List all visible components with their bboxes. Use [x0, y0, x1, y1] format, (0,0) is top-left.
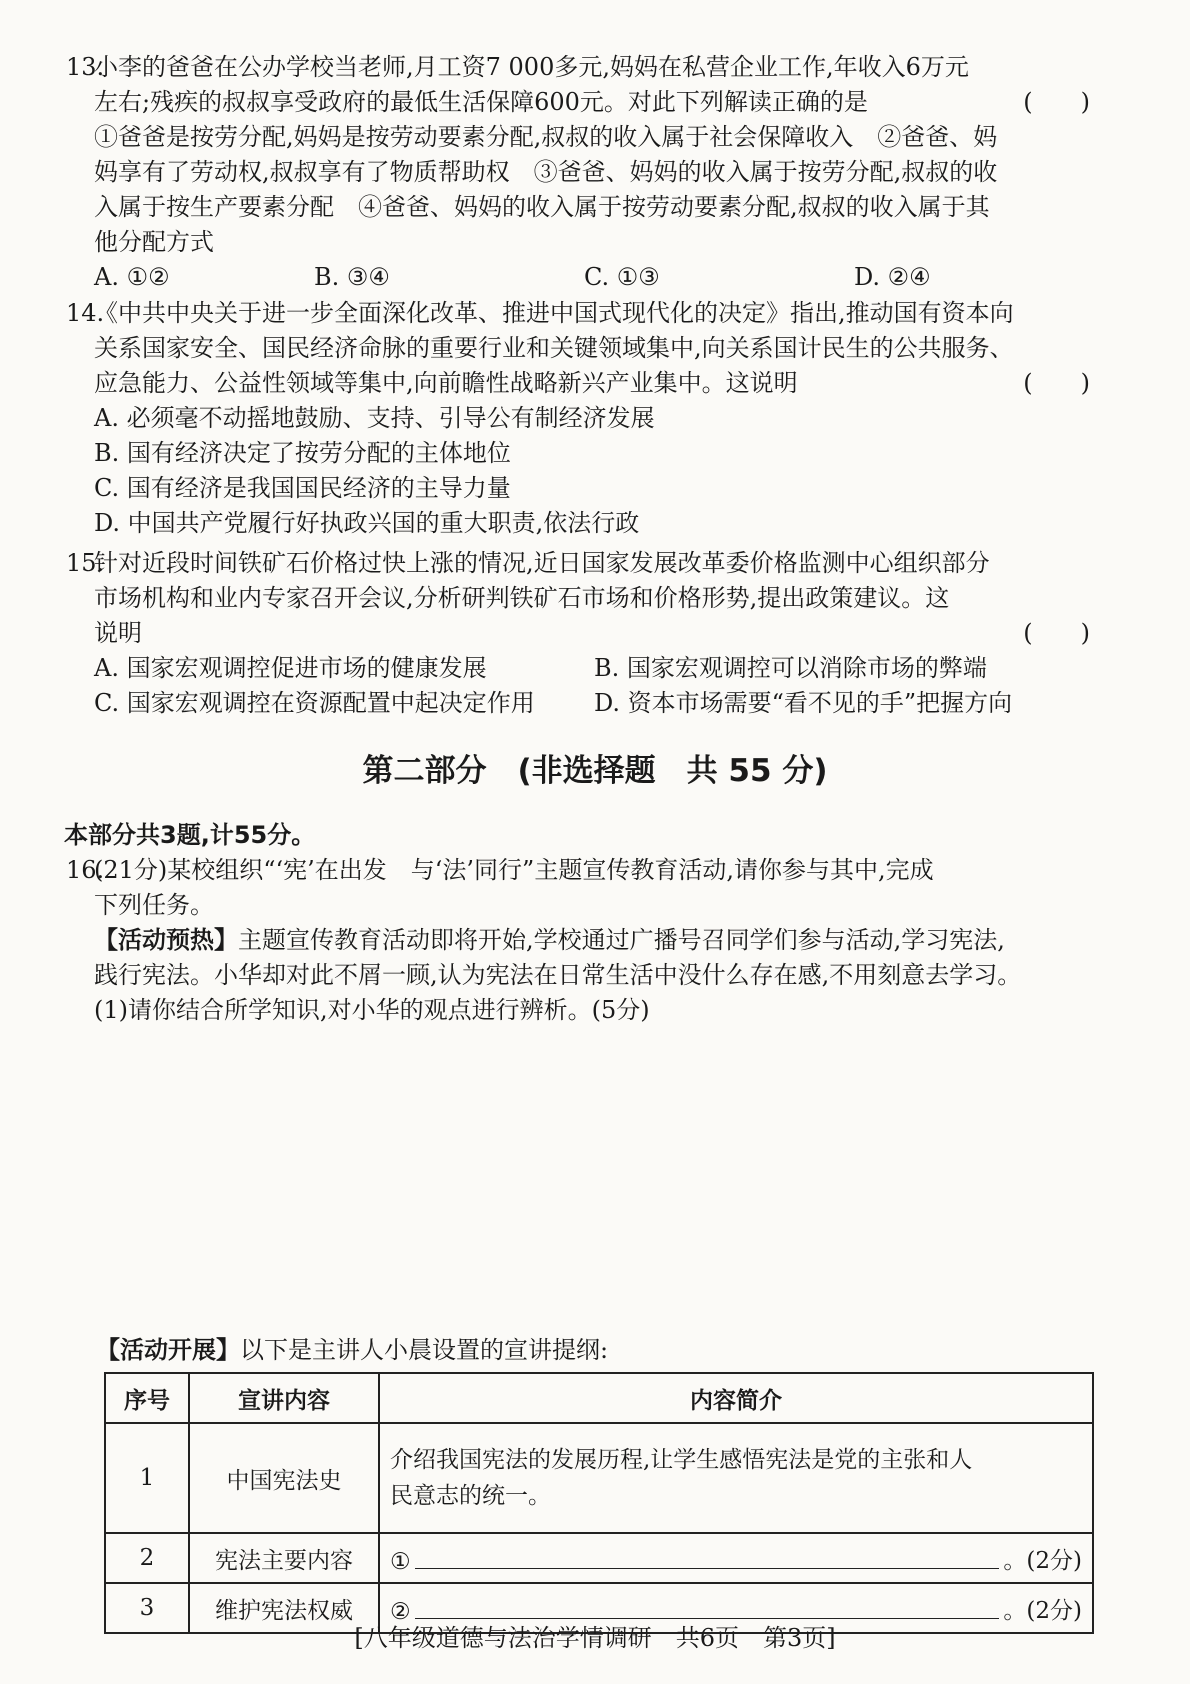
- answer-blank-2[interactable]: ② 。(2分): [379, 1583, 1093, 1633]
- q13-line: ①爸爸是按劳分配,妈妈是按劳动要素分配,叔叔的收入属于社会保障收入 ②爸爸、妈: [94, 123, 998, 151]
- option-c: C. ①③: [584, 263, 660, 291]
- q13-line: 左右;残疾的叔叔享受政府的最低生活保障600元。对此下列解读正确的是: [94, 88, 868, 116]
- col-header: 宣讲内容: [189, 1373, 379, 1423]
- q13-options: [94, 260, 1090, 295]
- col-header: 序号: [105, 1373, 189, 1423]
- q14-line: 应急能力、公益性领域等集中,向前瞻性战略新兴产业集中。这说明: [94, 369, 798, 397]
- activity-develop: [96, 1333, 1090, 1368]
- col-header: 内容简介: [379, 1373, 1093, 1423]
- table-row: [105, 1533, 1093, 1583]
- warmup-text: 践行宪法。小华却对此不屑一顾,认为宪法在日常生活中没什么存在感,不用刻意去学习。: [94, 961, 1022, 989]
- activity-develop-text: 以下是主讲人小晨设置的宣讲提纲:: [240, 1336, 609, 1364]
- option-c: C. 国有经济是我国国民经济的主导力量: [94, 474, 511, 502]
- table-row: [105, 1423, 1093, 1533]
- option-a: A. 必须毫不动摇地鼓励、支持、引导公有制经济发展: [94, 404, 655, 432]
- q13-line: 小李的爸爸在公办学校当老师,月工资7 000多元,妈妈在私营企业工作,年收入6万元: [94, 53, 969, 81]
- activity-develop-label: 【活动开展】: [96, 1336, 240, 1364]
- question-13: [66, 50, 1090, 295]
- answer-bracket: ( ): [1023, 369, 1090, 397]
- row-topic: 中国宪法史: [189, 1423, 379, 1533]
- row-topic: 宪法主要内容: [189, 1533, 379, 1583]
- q13-line: 他分配方式: [94, 228, 214, 256]
- outline-table: [104, 1372, 1094, 1634]
- option-b: B. ③④: [314, 263, 390, 291]
- option-d: D. 资本市场需要“看不见的手”把握方向: [594, 689, 1013, 717]
- q15-line: 说明: [94, 619, 142, 647]
- q15-line: 针对近段时间铁矿石价格过快上涨的情况,近日国家发展改革委价格监测中心组织部分: [94, 549, 990, 577]
- option-a: A. ①②: [94, 263, 170, 291]
- q13-number: 13.: [66, 53, 105, 81]
- answer-bracket: ( ): [1023, 88, 1090, 116]
- option-a: A. 国家宏观调控促进市场的健康发展: [94, 654, 487, 682]
- q14-line: 《中共中央关于进一步全面深化改革、推进中国式现代化的决定》指出,推动国有资本向: [94, 299, 1014, 327]
- answer-blank-1[interactable]: ① 。(2分): [379, 1533, 1093, 1583]
- row-topic: 维护宪法权威: [189, 1583, 379, 1633]
- question-14: [66, 296, 1090, 541]
- row-number: 3: [105, 1583, 189, 1633]
- row-number: 2: [105, 1533, 189, 1583]
- q16-line: (21分)某校组织“‘宪’在出发 与‘法’同行”主题宣传教育活动,请你参与其中,完成: [94, 856, 934, 884]
- row-description: 介绍我国宪法的发展历程,让学生感悟宪法是党的主张和人 民意志的统一。: [379, 1423, 1093, 1533]
- page-footer: [八年级道德与法治学情调研 共6页 第3页]: [354, 1624, 836, 1652]
- q16-line: 下列任务。: [94, 891, 214, 919]
- sub-question-1: (1)请你结合所学知识,对小华的观点进行辨析。(5分): [94, 996, 650, 1024]
- activity-warmup-label: 【活动预热】: [94, 926, 238, 954]
- blank-line: [415, 1567, 1000, 1569]
- q16-number: 16.: [66, 856, 105, 884]
- q15-options: [94, 651, 1090, 721]
- option-b: B. 国有经济决定了按劳分配的主体地位: [94, 439, 511, 467]
- part-two-title: 第二部分 (非选择题 共 55 分): [362, 753, 828, 789]
- q13-line: 入属于按生产要素分配 ④爸爸、妈妈的收入属于按劳动要素分配,叔叔的收入属于其: [94, 193, 990, 221]
- option-b: B. 国家宏观调控可以消除市场的弊端: [594, 654, 987, 682]
- q14-line: 关系国家安全、国民经济命脉的重要行业和关键领域集中,向关系国计民生的公共服务、: [94, 334, 1014, 362]
- question-16: [66, 853, 1090, 1028]
- q13-line: 妈享有了劳动权,叔叔享有了物质帮助权 ③爸爸、妈妈的收入属于按劳分配,叔叔的收: [94, 158, 998, 186]
- warmup-text: 主题宣传教育活动即将开始,学校通过广播号召同学们参与活动,学习宪法,: [238, 926, 1005, 954]
- row-number: 1: [105, 1423, 189, 1533]
- question-15: [66, 546, 1090, 721]
- answer-bracket: ( ): [1023, 619, 1090, 647]
- q14-number: 14.: [66, 299, 105, 327]
- option-d: D. 中国共产党履行好执政兴国的重大职责,依法行政: [94, 509, 640, 537]
- part-two-intro: 本部分共3题,计55分。: [64, 821, 316, 849]
- q15-line: 市场机构和业内专家召开会议,分析研判铁矿石市场和价格形势,提出政策建议。这: [94, 584, 950, 612]
- table-header-row: [105, 1373, 1093, 1423]
- option-d: D. ②④: [854, 263, 931, 291]
- option-c: C. 国家宏观调控在资源配置中起决定作用: [94, 689, 535, 717]
- q15-number: 15.: [66, 549, 105, 577]
